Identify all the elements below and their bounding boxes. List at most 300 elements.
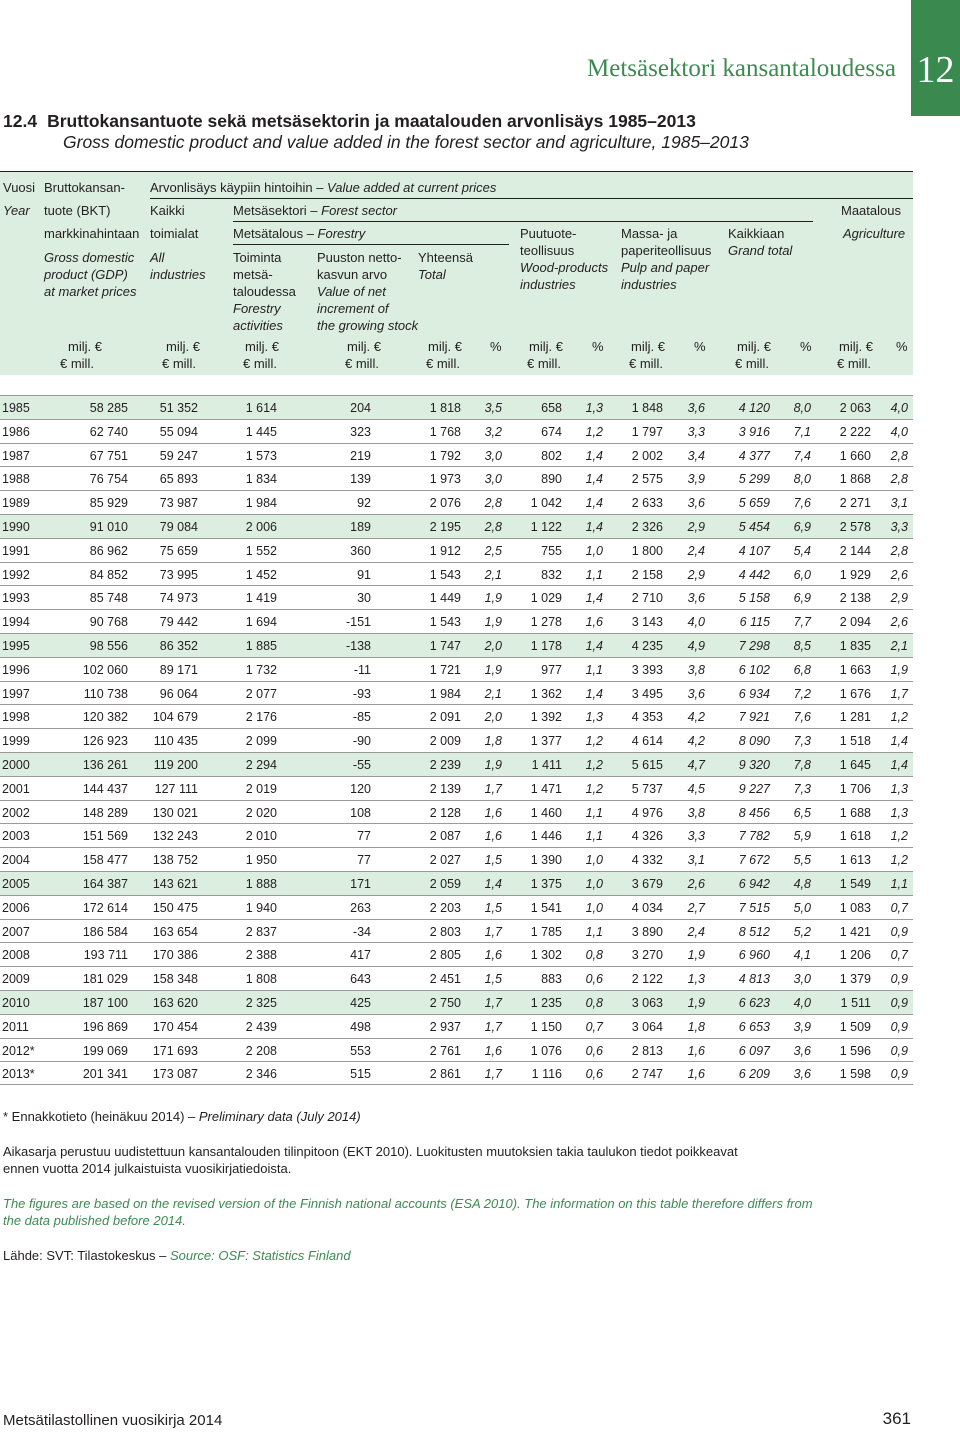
cell-inc: 77: [357, 853, 371, 868]
cell-wpp: 1,1: [585, 805, 603, 820]
cell-wp: 883: [541, 972, 562, 987]
cell-agp: 1,2: [890, 829, 908, 844]
header-grand-en: Grand total: [728, 243, 793, 258]
cell-all: 86 352: [159, 639, 198, 653]
cell-ag: 2 094: [839, 615, 871, 630]
cell-gtp: 3,9: [793, 1019, 811, 1034]
cell-inc: -90: [352, 734, 371, 749]
cell-all: 51 352: [159, 401, 198, 415]
cell-ft: 1 984: [429, 686, 461, 701]
cell-ftp: 1,9: [484, 662, 502, 677]
cell-gdp: 201 341: [82, 1067, 128, 1082]
cell-fa: 2 325: [245, 996, 277, 1010]
cell-gt: 6 209: [738, 1067, 770, 1082]
cell-ag: 1 511: [840, 996, 871, 1010]
cell-inc: 219: [350, 448, 371, 463]
cell-ag: 2 271: [839, 496, 871, 511]
cell-fa: 2 077: [245, 686, 277, 701]
cell-ft: 2 076: [429, 496, 461, 511]
footnote-note-en: The figures are based on the revised version of the Finnish national accounts (ESA 2010). The information on this table therefore differs from the data published before 2014.: [3, 1196, 813, 1228]
cell-inc: 360: [350, 543, 371, 558]
cell-agp: 0,7: [890, 900, 908, 915]
cell-gdp: 67 751: [89, 448, 128, 463]
cell-agp: 1,3: [890, 805, 908, 820]
cell-gdp: 199 069: [82, 1043, 128, 1058]
cell-ft: 2 761: [429, 1043, 461, 1058]
table-title: [3, 111, 696, 132]
cell-ppp: 3,6: [687, 401, 705, 415]
cell-gdp: 85 748: [89, 591, 128, 606]
cell-gtp: 6,9: [793, 520, 811, 534]
cell-gt: 7 782: [738, 829, 770, 844]
cell-all: 79 084: [159, 520, 198, 534]
cell-fa: 1 552: [245, 543, 277, 558]
cell-ppp: 3,3: [687, 829, 705, 844]
cell-agp: 0,9: [890, 1019, 908, 1034]
unit-fi-all: milj. €: [166, 339, 200, 354]
header-gdp-fi-3: markkinahintaan: [44, 226, 140, 241]
cell-ag: 1 618: [839, 829, 871, 844]
cell-pp: 5 615: [631, 758, 663, 772]
header-increment-fi-1: Puuston netto-: [317, 250, 402, 265]
cell-gdp: 76 754: [89, 472, 128, 487]
header-all-fi-1: Kaikki: [150, 203, 185, 218]
cell-all: 138 752: [152, 853, 198, 868]
cell-agp: 1,3: [890, 781, 908, 796]
cell-year: 2003: [2, 829, 30, 844]
cell-year: 1993: [2, 591, 30, 606]
cell-gtp: 8,0: [793, 472, 811, 487]
cell-wp: 1 178: [530, 639, 562, 653]
header-all-en-1: All: [150, 250, 165, 265]
header-gdp-en-3: at market prices: [44, 284, 137, 299]
cell-fa: 2 020: [245, 805, 277, 820]
cell-gdp: 196 869: [82, 1019, 128, 1034]
cell-all: 75 659: [159, 543, 198, 558]
cell-all: 150 475: [152, 900, 198, 915]
cell-wpp: 0,8: [585, 996, 603, 1010]
unit-pct-ag: %: [896, 339, 908, 354]
cell-ppp: 1,6: [687, 1043, 705, 1058]
table-number: 12.4: [3, 111, 38, 131]
cell-gtp: 7,8: [793, 758, 811, 772]
table-row: [0, 514, 913, 538]
cell-inc: 553: [350, 1043, 371, 1058]
footnote-note-fi: Aikasarja perustuu uudistettuun kansantalouden tilinpitoon (EKT 2010). Luokitusten muutoksien takia taulukon tiedot poikkeavat ennen vuotta 2014 julkaistuista vuosikirjatiedoista.: [3, 1144, 738, 1176]
unit-en-ag: € mill.: [837, 356, 871, 371]
cell-ppp: 1,8: [687, 1019, 705, 1034]
cell-wp: 1 278: [530, 615, 562, 630]
cell-ag: 1 206: [839, 948, 871, 963]
cell-pp: 5 737: [631, 781, 663, 796]
cell-ppp: 3,3: [687, 424, 705, 439]
cell-wp: 1 029: [530, 591, 562, 606]
cell-inc: 204: [350, 401, 371, 415]
cell-ft: 1 792: [429, 448, 461, 463]
cell-all: 173 087: [152, 1067, 198, 1082]
cell-gtp: 6,0: [793, 567, 811, 582]
cell-ag: 1 688: [839, 805, 871, 820]
cell-wpp: 1,4: [585, 686, 603, 701]
cell-inc: -151: [345, 615, 371, 630]
cell-wp: 1 116: [531, 1067, 562, 1082]
cell-inc: -138: [345, 639, 371, 653]
cell-gt: 6 934: [738, 686, 770, 701]
cell-all: 130 021: [152, 805, 198, 820]
cell-wp: 1 446: [530, 829, 562, 844]
unit-fi-pp: milj. €: [631, 339, 665, 354]
cell-wp: 1 076: [530, 1043, 562, 1058]
cell-ft: 1 543: [429, 615, 461, 630]
table-row: [0, 538, 913, 562]
cell-ftp: 2,0: [484, 710, 502, 725]
cell-fa: 2 019: [245, 781, 277, 796]
footnote-preliminary: [3, 1108, 361, 1125]
table-title-en: Gross domestic product and value added in the forest sector and agriculture, 1985–2013: [63, 132, 749, 152]
cell-year: 1988: [2, 472, 30, 487]
cell-pp: 3 679: [631, 877, 663, 891]
cell-all: 104 679: [152, 710, 198, 725]
cell-fa: 2 388: [245, 948, 277, 963]
header-activities-fi-1: Toiminta: [233, 250, 282, 265]
cell-pp: 4 976: [631, 805, 663, 820]
unit-pct-ft: %: [490, 339, 502, 354]
cell-agp: 2,6: [890, 615, 908, 630]
cell-ftp: 3,0: [484, 472, 502, 487]
table-row: [0, 633, 913, 657]
cell-gt: 4 120: [738, 401, 770, 415]
header-total-en: Total: [418, 267, 446, 282]
cell-fa: 1 614: [245, 401, 277, 415]
cell-gt: 6 960: [738, 948, 770, 963]
header-total-fi: Yhteensä: [418, 250, 473, 265]
cell-gtp: 3,6: [793, 1043, 811, 1058]
cell-gtp: 6,8: [793, 662, 811, 677]
cell-fa: 1 888: [245, 877, 277, 891]
cell-fa: 1 732: [245, 662, 277, 677]
cell-ft: 2 139: [429, 781, 461, 796]
cell-pp: 3 495: [631, 686, 663, 701]
cell-inc: -93: [352, 686, 371, 701]
cell-wp: 1 377: [530, 734, 562, 749]
cell-gtp: 4,8: [793, 877, 811, 891]
cell-year: 1996: [2, 662, 30, 677]
cell-ppp: 4,5: [687, 781, 705, 796]
header-rule-forestry: [233, 244, 509, 245]
header-activities-en-1: Forestry: [233, 301, 281, 316]
header-value-added-fi: Arvonlisäys käypiin hintoihin –: [150, 180, 328, 195]
cell-gdp: 164 387: [82, 877, 128, 891]
header-wood-fi-1: Puutuote-: [520, 226, 577, 241]
cell-ag: 2 144: [839, 543, 871, 558]
cell-inc: 139: [350, 472, 371, 487]
cell-wpp: 0,7: [585, 1019, 603, 1034]
cell-gtp: 7,2: [793, 686, 811, 701]
cell-ftp: 1,7: [484, 1019, 502, 1034]
cell-wpp: 1,4: [585, 591, 603, 606]
cell-ppp: 4,9: [687, 639, 705, 653]
cell-ftp: 3,0: [484, 448, 502, 463]
cell-ag: 1 379: [839, 972, 871, 987]
cell-agp: 2,1: [890, 639, 908, 653]
cell-pp: 4 332: [631, 853, 663, 868]
cell-ft: 2 203: [429, 900, 461, 915]
cell-pp: 3 063: [631, 996, 663, 1010]
cell-agp: 0,9: [890, 996, 908, 1010]
cell-all: 163 620: [152, 996, 198, 1010]
cell-ftp: 1,6: [484, 1043, 502, 1058]
cell-agp: 1,7: [890, 686, 908, 701]
cell-wp: 1 411: [531, 758, 562, 772]
cell-wpp: 1,4: [585, 639, 603, 653]
cell-inc: -85: [352, 710, 371, 725]
cell-fa: 1 573: [245, 448, 277, 463]
cell-ft: 2 805: [429, 948, 461, 963]
cell-year: 2004: [2, 853, 30, 868]
cell-fa: 1 419: [245, 591, 277, 606]
cell-agp: 2,8: [890, 543, 908, 558]
cell-agp: 4,0: [890, 424, 908, 439]
cell-gtp: 7,1: [793, 424, 811, 439]
cell-agp: 2,8: [890, 472, 908, 487]
unit-en-gdp: € mill.: [60, 356, 94, 371]
cell-gtp: 5,0: [793, 900, 811, 915]
header-increment-en-2: increment of: [317, 301, 389, 316]
cell-wpp: 1,4: [585, 448, 603, 463]
cell-ftp: 2,5: [484, 543, 502, 558]
cell-ftp: 1,5: [484, 853, 502, 868]
header-wood-en-2: industries: [520, 277, 576, 292]
cell-ag: 1 676: [839, 686, 871, 701]
cell-inc: 263: [350, 900, 371, 915]
cell-gt: 7 298: [738, 639, 770, 653]
cell-all: 79 442: [159, 615, 198, 630]
unit-fi-fa: milj. €: [245, 339, 279, 354]
cell-pp: 2 002: [631, 448, 663, 463]
cell-all: 65 893: [159, 472, 198, 487]
table-row: [0, 443, 913, 467]
cell-year: 2007: [2, 924, 30, 939]
cell-ft: 2 091: [429, 710, 461, 725]
cell-inc: 92: [357, 496, 371, 511]
cell-ft: 2 750: [429, 996, 461, 1010]
unit-pct-gt: %: [800, 339, 812, 354]
cell-wp: 890: [541, 472, 562, 487]
unit-en-fa: € mill.: [243, 356, 277, 371]
cell-agp: 1,4: [890, 734, 908, 749]
header-increment-en-3: the growing stock: [317, 318, 419, 333]
cell-inc: 417: [350, 948, 371, 963]
table-row: [0, 704, 913, 728]
cell-ftp: 1,6: [484, 805, 502, 820]
table-row: [0, 966, 913, 990]
cell-agp: 1,2: [890, 710, 908, 725]
cell-agp: 3,3: [890, 520, 908, 534]
cell-year: 1994: [2, 615, 30, 630]
cell-ag: 1 421: [839, 924, 871, 939]
cell-agp: 3,1: [890, 496, 908, 511]
cell-ppp: 1,3: [687, 972, 705, 987]
cell-pp: 2 122: [631, 972, 663, 987]
unit-en-inc: € mill.: [345, 356, 379, 371]
unit-fi-inc: milj. €: [347, 339, 381, 354]
cell-gdp: 90 768: [89, 615, 128, 630]
cell-all: 119 200: [153, 758, 198, 772]
cell-gdp: 187 100: [82, 996, 128, 1010]
cell-wp: 1 471: [530, 781, 562, 796]
cell-gt: 6 623: [738, 996, 770, 1010]
cell-wp: 1 362: [530, 686, 562, 701]
table-row: [0, 1061, 913, 1085]
cell-wp: 1 042: [530, 496, 562, 511]
cell-ftp: 1,5: [484, 972, 502, 987]
cell-ft: 2 009: [429, 734, 461, 749]
table-row: [0, 823, 913, 847]
cell-pp: 4 353: [631, 710, 663, 725]
cell-gtp: 5,9: [793, 829, 811, 844]
cell-ppp: 3,6: [687, 591, 705, 606]
cell-year: 2000: [2, 758, 30, 772]
cell-ftp: 1,6: [484, 829, 502, 844]
cell-year: 1998: [2, 710, 30, 725]
cell-ppp: 2,4: [687, 543, 705, 558]
cell-ft: 2 027: [429, 853, 461, 868]
table-row: [0, 466, 913, 490]
table-row: [0, 585, 913, 609]
cell-gdp: 193 711: [83, 948, 128, 963]
cell-year: 1995: [2, 639, 30, 653]
cell-gt: 5 158: [738, 591, 770, 606]
cell-fa: 2 176: [245, 710, 277, 725]
cell-ppp: 2,7: [687, 900, 705, 915]
cell-ft: 2 087: [429, 829, 461, 844]
cell-gdp: 58 285: [89, 401, 128, 415]
cell-ag: 1 645: [839, 758, 871, 772]
cell-ft: 1 449: [429, 591, 461, 606]
cell-year: 2011: [2, 1019, 29, 1034]
cell-fa: 2 294: [245, 758, 277, 772]
header-forestry-en: Forestry: [317, 226, 366, 241]
header-all-fi-2: toimialat: [150, 226, 199, 241]
table-row: [0, 681, 913, 705]
table-header: [0, 171, 913, 375]
header-gdp-fi-2: tuote (BKT): [44, 203, 111, 218]
cell-ftp: 1,7: [484, 924, 502, 939]
cell-wpp: 1,2: [585, 424, 603, 439]
cell-wpp: 0,6: [585, 972, 603, 987]
cell-ftp: 1,5: [484, 900, 502, 915]
cell-fa: 1 452: [245, 567, 277, 582]
cell-inc: 425: [350, 996, 371, 1010]
table-row: [0, 895, 913, 919]
cell-wpp: 1,4: [585, 496, 603, 511]
cell-inc: -34: [352, 924, 371, 939]
cell-ftp: 1,6: [484, 948, 502, 963]
cell-year: 2001: [2, 781, 30, 796]
table-row: [0, 562, 913, 586]
cell-pp: 1 800: [631, 543, 663, 558]
header-gdp-en-2: product (GDP): [44, 267, 128, 282]
cell-ft: 2 451: [429, 972, 461, 987]
cell-wp: 1 122: [530, 520, 562, 534]
cell-ft: 1 768: [429, 424, 461, 439]
cell-fa: 1 694: [245, 615, 277, 630]
cell-gtp: 4,0: [793, 996, 811, 1010]
cell-wpp: 0,6: [585, 1043, 603, 1058]
cell-inc: 120: [350, 781, 371, 796]
cell-year: 1991: [2, 543, 30, 558]
cell-wpp: 1,3: [585, 401, 603, 415]
cell-gt: 8 512: [738, 924, 770, 939]
cell-ppp: 3,6: [687, 686, 705, 701]
unit-fi-gt: milj. €: [737, 339, 771, 354]
cell-gdp: 110 738: [83, 686, 128, 701]
cell-wp: 674: [541, 424, 562, 439]
cell-inc: 108: [350, 805, 371, 820]
header-forest-sector: [233, 202, 397, 219]
table-row: [0, 752, 913, 776]
header-year-en: Year: [3, 203, 30, 218]
cell-gtp: 4,1: [793, 948, 811, 963]
cell-year: 1989: [2, 496, 30, 511]
unit-en-pp: € mill.: [629, 356, 663, 371]
cell-gtp: 5,5: [793, 853, 811, 868]
header-pulp-fi-2: paperiteollisuus: [621, 243, 712, 258]
cell-wp: 755: [541, 543, 562, 558]
cell-gdp: 62 740: [89, 424, 128, 439]
cell-gdp: 98 556: [89, 639, 128, 653]
cell-fa: 1 984: [245, 496, 277, 511]
cell-all: 171 693: [152, 1043, 198, 1058]
cell-all: 110 435: [153, 734, 198, 749]
cell-inc: 30: [357, 591, 371, 606]
table-row: [0, 942, 913, 966]
unit-fi-ag: milj. €: [839, 339, 873, 354]
cell-year: 2010: [2, 996, 30, 1010]
cell-wpp: 1,1: [585, 567, 603, 582]
table-row: [0, 490, 913, 514]
cell-gtp: 7,3: [793, 781, 811, 796]
cell-fa: 1 940: [245, 900, 277, 915]
cell-year: 2012*: [2, 1043, 35, 1058]
cell-ft: 1 912: [429, 543, 461, 558]
cell-gt: 6 097: [738, 1043, 770, 1058]
unit-fi-gdp: milj. €: [68, 339, 102, 354]
cell-wp: 1 390: [530, 853, 562, 868]
cell-ag: 1 518: [839, 734, 871, 749]
cell-ftp: 2,8: [484, 520, 502, 534]
cell-wp: 802: [541, 448, 562, 463]
cell-gt: 6 942: [738, 877, 770, 891]
cell-gt: 5 454: [738, 520, 770, 534]
cell-gt: 3 916: [738, 424, 770, 439]
header-agri-en: Agriculture: [843, 226, 906, 241]
cell-gt: 7 515: [738, 900, 770, 915]
cell-wpp: 1,4: [585, 472, 603, 487]
cell-ft: 1 721: [429, 662, 461, 677]
cell-gdp: 181 029: [82, 972, 128, 987]
cell-ft: 1 543: [429, 567, 461, 582]
cell-all: 55 094: [159, 424, 198, 439]
cell-pp: 2 575: [631, 472, 663, 487]
cell-pp: 1 797: [631, 424, 663, 439]
cell-gdp: 91 010: [89, 520, 128, 534]
cell-ag: 1 706: [839, 781, 871, 796]
cell-ag: 1 868: [839, 472, 871, 487]
footnote-source-fi: Lähde: SVT: Tilastokeskus –: [3, 1248, 170, 1263]
cell-gt: 7 921: [738, 710, 770, 725]
header-agri-fi: Maatalous: [841, 203, 901, 218]
